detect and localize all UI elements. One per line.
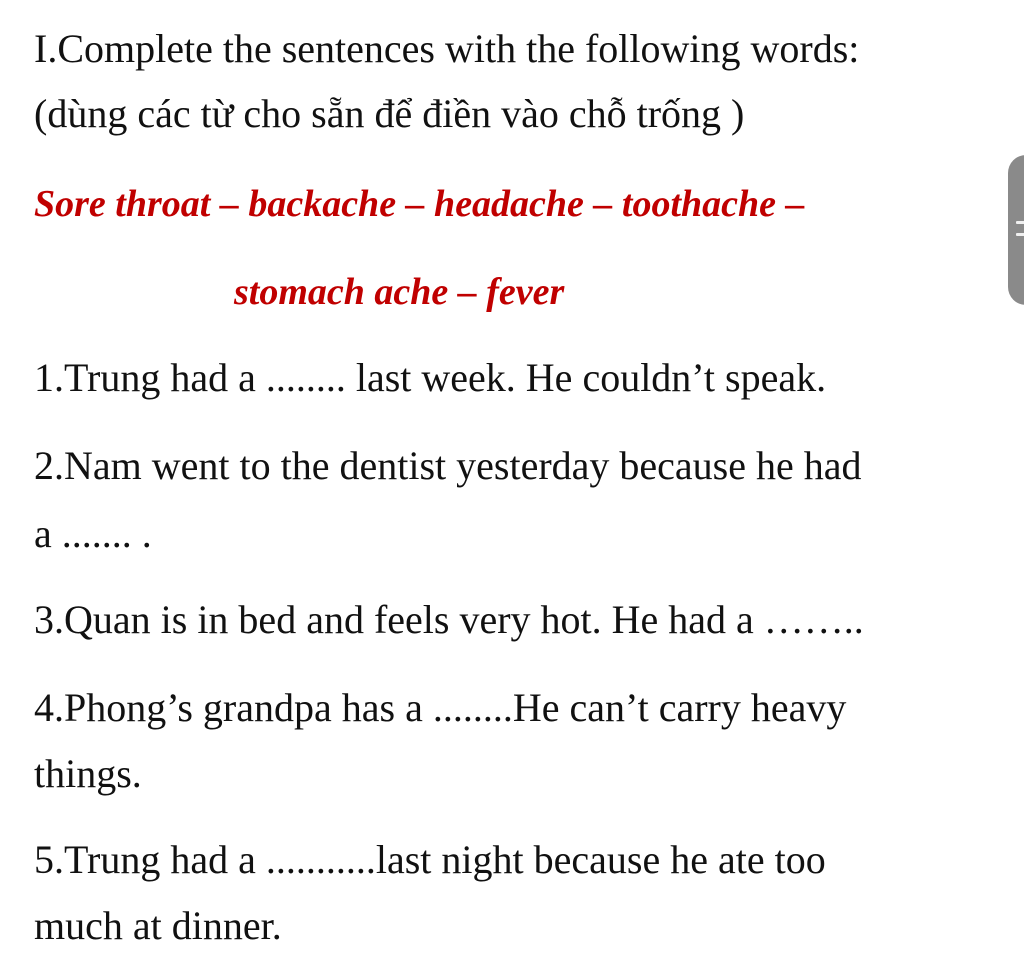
question-1: 1.Trung had a ........ last week. He couldn’t speak. <box>34 355 827 400</box>
question-4-line-2: things. <box>34 751 142 796</box>
question-5-line-2: much at dinner. <box>34 903 282 948</box>
exercise-instruction: (dùng các từ cho sẵn để điền vào chỗ trống ) <box>34 91 745 136</box>
grip-icon <box>1016 221 1024 224</box>
question-3: 3.Quan is in bed and feels very hot. He had a …….. <box>34 597 864 642</box>
question-4-line-1: 4.Phong’s grandpa has a ........He can’t carry heavy <box>34 685 847 730</box>
word-bank-line-2: stomach ache – fever <box>234 271 565 313</box>
question-2-line-2: a ....... . <box>34 511 152 556</box>
exercise-title: I.Complete the sentences with the following words: <box>34 26 860 71</box>
word-bank-line-1: Sore throat – backache – headache – toothache – <box>34 183 805 225</box>
question-5-line-1: 5.Trung had a ...........last night because he ate too <box>34 837 826 882</box>
side-panel-handle[interactable] <box>1008 155 1024 305</box>
question-2-line-1: 2.Nam went to the dentist yesterday because he had <box>34 443 862 488</box>
grip-icon <box>1016 233 1024 236</box>
